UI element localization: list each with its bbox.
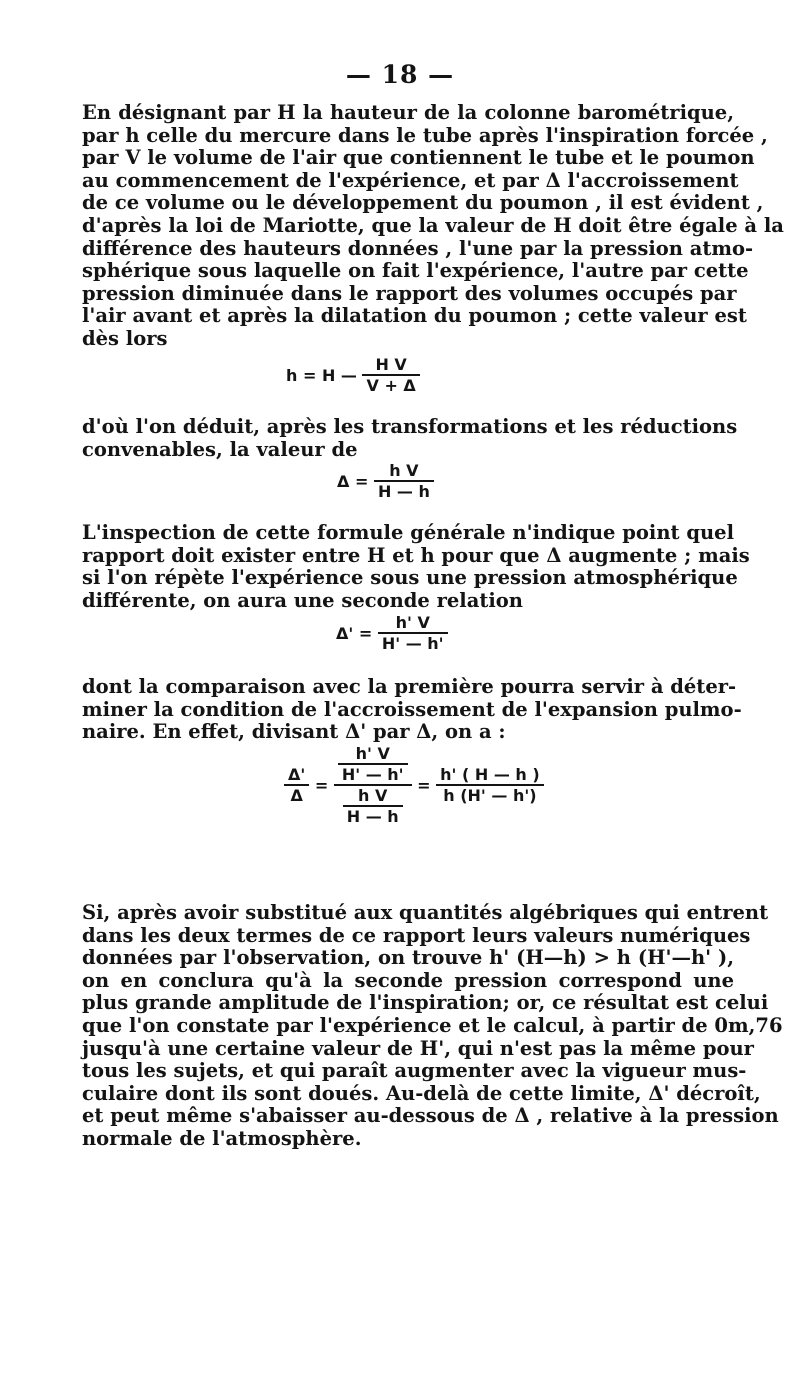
text-line: dont la comparaison avec la première pourra servir à déter- [82, 675, 737, 698]
text-line: par h celle du mercure dans le tube après l'inspiration forcée , [82, 123, 768, 147]
text-line: Si, après avoir substitué aux quantités algébriques qui entrent [82, 901, 769, 924]
paragraph-5 [82, 901, 783, 1151]
text-line: miner la condition de l'accroissement de l'expansion pulmo- [82, 697, 742, 721]
text-line: pression diminuée dans le rapport des volumes occupés par [82, 281, 737, 305]
text-line: naire. En effet, divisant Δ' par Δ, on a : [82, 720, 506, 744]
text-line: rapport doit exister entre H et h pour que Δ augmente ; mais [82, 543, 750, 567]
page-number: — 18 — [345, 60, 455, 89]
numerator: H V [375, 355, 407, 374]
text-line: tous les sujets, et qui paraît augmenter avec la vigueur mus- [82, 1059, 747, 1083]
fraction-right [436, 765, 544, 805]
paragraph-1 [82, 101, 784, 351]
text-line: d'après la loi de Mariotte, que la valeur de H doit être égale à la [82, 213, 784, 237]
paragraph-2 [82, 415, 738, 461]
numerator: h' V [355, 744, 390, 763]
denominator [334, 784, 412, 826]
denominator: Δ [284, 784, 309, 805]
equals-sign: = [314, 775, 329, 795]
text-line: différence des hauteurs données , l'une par la pression atmo- [82, 236, 754, 260]
denominator: h (H' — h') [436, 784, 544, 805]
equation-1 [286, 355, 420, 395]
text-line: normale de l'atmosphère. [82, 1126, 362, 1150]
equals-sign: = [417, 775, 431, 795]
equation-3 [336, 613, 448, 653]
paragraph-3 [82, 521, 750, 612]
equation-2 [337, 461, 434, 501]
text-line: culaire dont ils sont doués. Au-delà de cette limite, Δ' décroît, [82, 1081, 761, 1105]
equation-lhs: h = H — [286, 365, 357, 385]
text-line: dès lors [82, 326, 168, 350]
text-line: sphérique sous laquelle on fait l'expérience, l'autre par cette [82, 259, 749, 283]
text-line: par V le volume de l'air que contiennent le tube et le poumon [82, 146, 755, 170]
text-line: d'où l'on déduit, après les transformations et les réductions [82, 415, 738, 438]
numerator: h' ( H — h ) [440, 765, 540, 784]
denominator: H — h [343, 805, 403, 826]
numerator: Δ' [288, 765, 306, 784]
text-line: données par l'observation, on trouve h' (H—h) > h (H'—h' ), [82, 946, 734, 970]
text-line: et peut même s'abaisser au-dessous de Δ , relative à la pression [82, 1104, 779, 1128]
numerator: h V [358, 786, 388, 805]
text-line: jusqu'à une certaine valeur de H', qui n'est pas la même pour [82, 1036, 754, 1060]
compound-fraction [334, 744, 412, 826]
denominator: H — h [374, 480, 434, 501]
text-line: au commencement de l'expérience, et par Δ l'accroissement [82, 168, 739, 192]
text-line: différente, on aura une seconde relation [82, 588, 523, 612]
inner-fraction [338, 744, 408, 784]
fraction [374, 461, 434, 501]
text-line: si l'on répète l'expérience sous une pression atmosphérique [82, 566, 738, 590]
denominator: H' — h' [378, 632, 448, 653]
text-line: de ce volume ou le développement du poumon , il est évident , [82, 191, 764, 215]
fraction-left [284, 765, 309, 805]
text-line: l'air avant et après la dilatation du poumon ; cette valeur est [82, 304, 747, 328]
text-line: plus grande amplitude de l'inspiration; or, ce résultat est celui [82, 991, 769, 1015]
text-line: que l'on constate par l'expérience et le calcul, à partir de 0m,76 [82, 1013, 783, 1037]
numerator: h' V [395, 613, 430, 632]
text-line: convenables, la valeur de [82, 437, 358, 461]
equation-4 [284, 744, 544, 826]
text-line: En désignant par H la hauteur de la colonne barométrique, [82, 101, 734, 124]
inner-fraction [343, 786, 403, 826]
text-line: dans les deux termes de ce rapport leurs valeurs numériques [82, 923, 751, 947]
paragraph-4 [82, 675, 742, 744]
equation-lhs: Δ = [337, 471, 369, 491]
fraction [378, 613, 448, 653]
denominator: V + Δ [362, 374, 419, 395]
numerator: h V [389, 461, 419, 480]
text-line: L'inspection de cette formule générale n'indique point quel [82, 521, 734, 544]
fraction [362, 355, 419, 395]
numerator [334, 744, 412, 784]
text-line: on en conclura qu'à la seconde pression correspond une [82, 968, 734, 992]
equation-lhs: Δ' = [336, 623, 373, 643]
denominator: H' — h' [338, 763, 408, 784]
